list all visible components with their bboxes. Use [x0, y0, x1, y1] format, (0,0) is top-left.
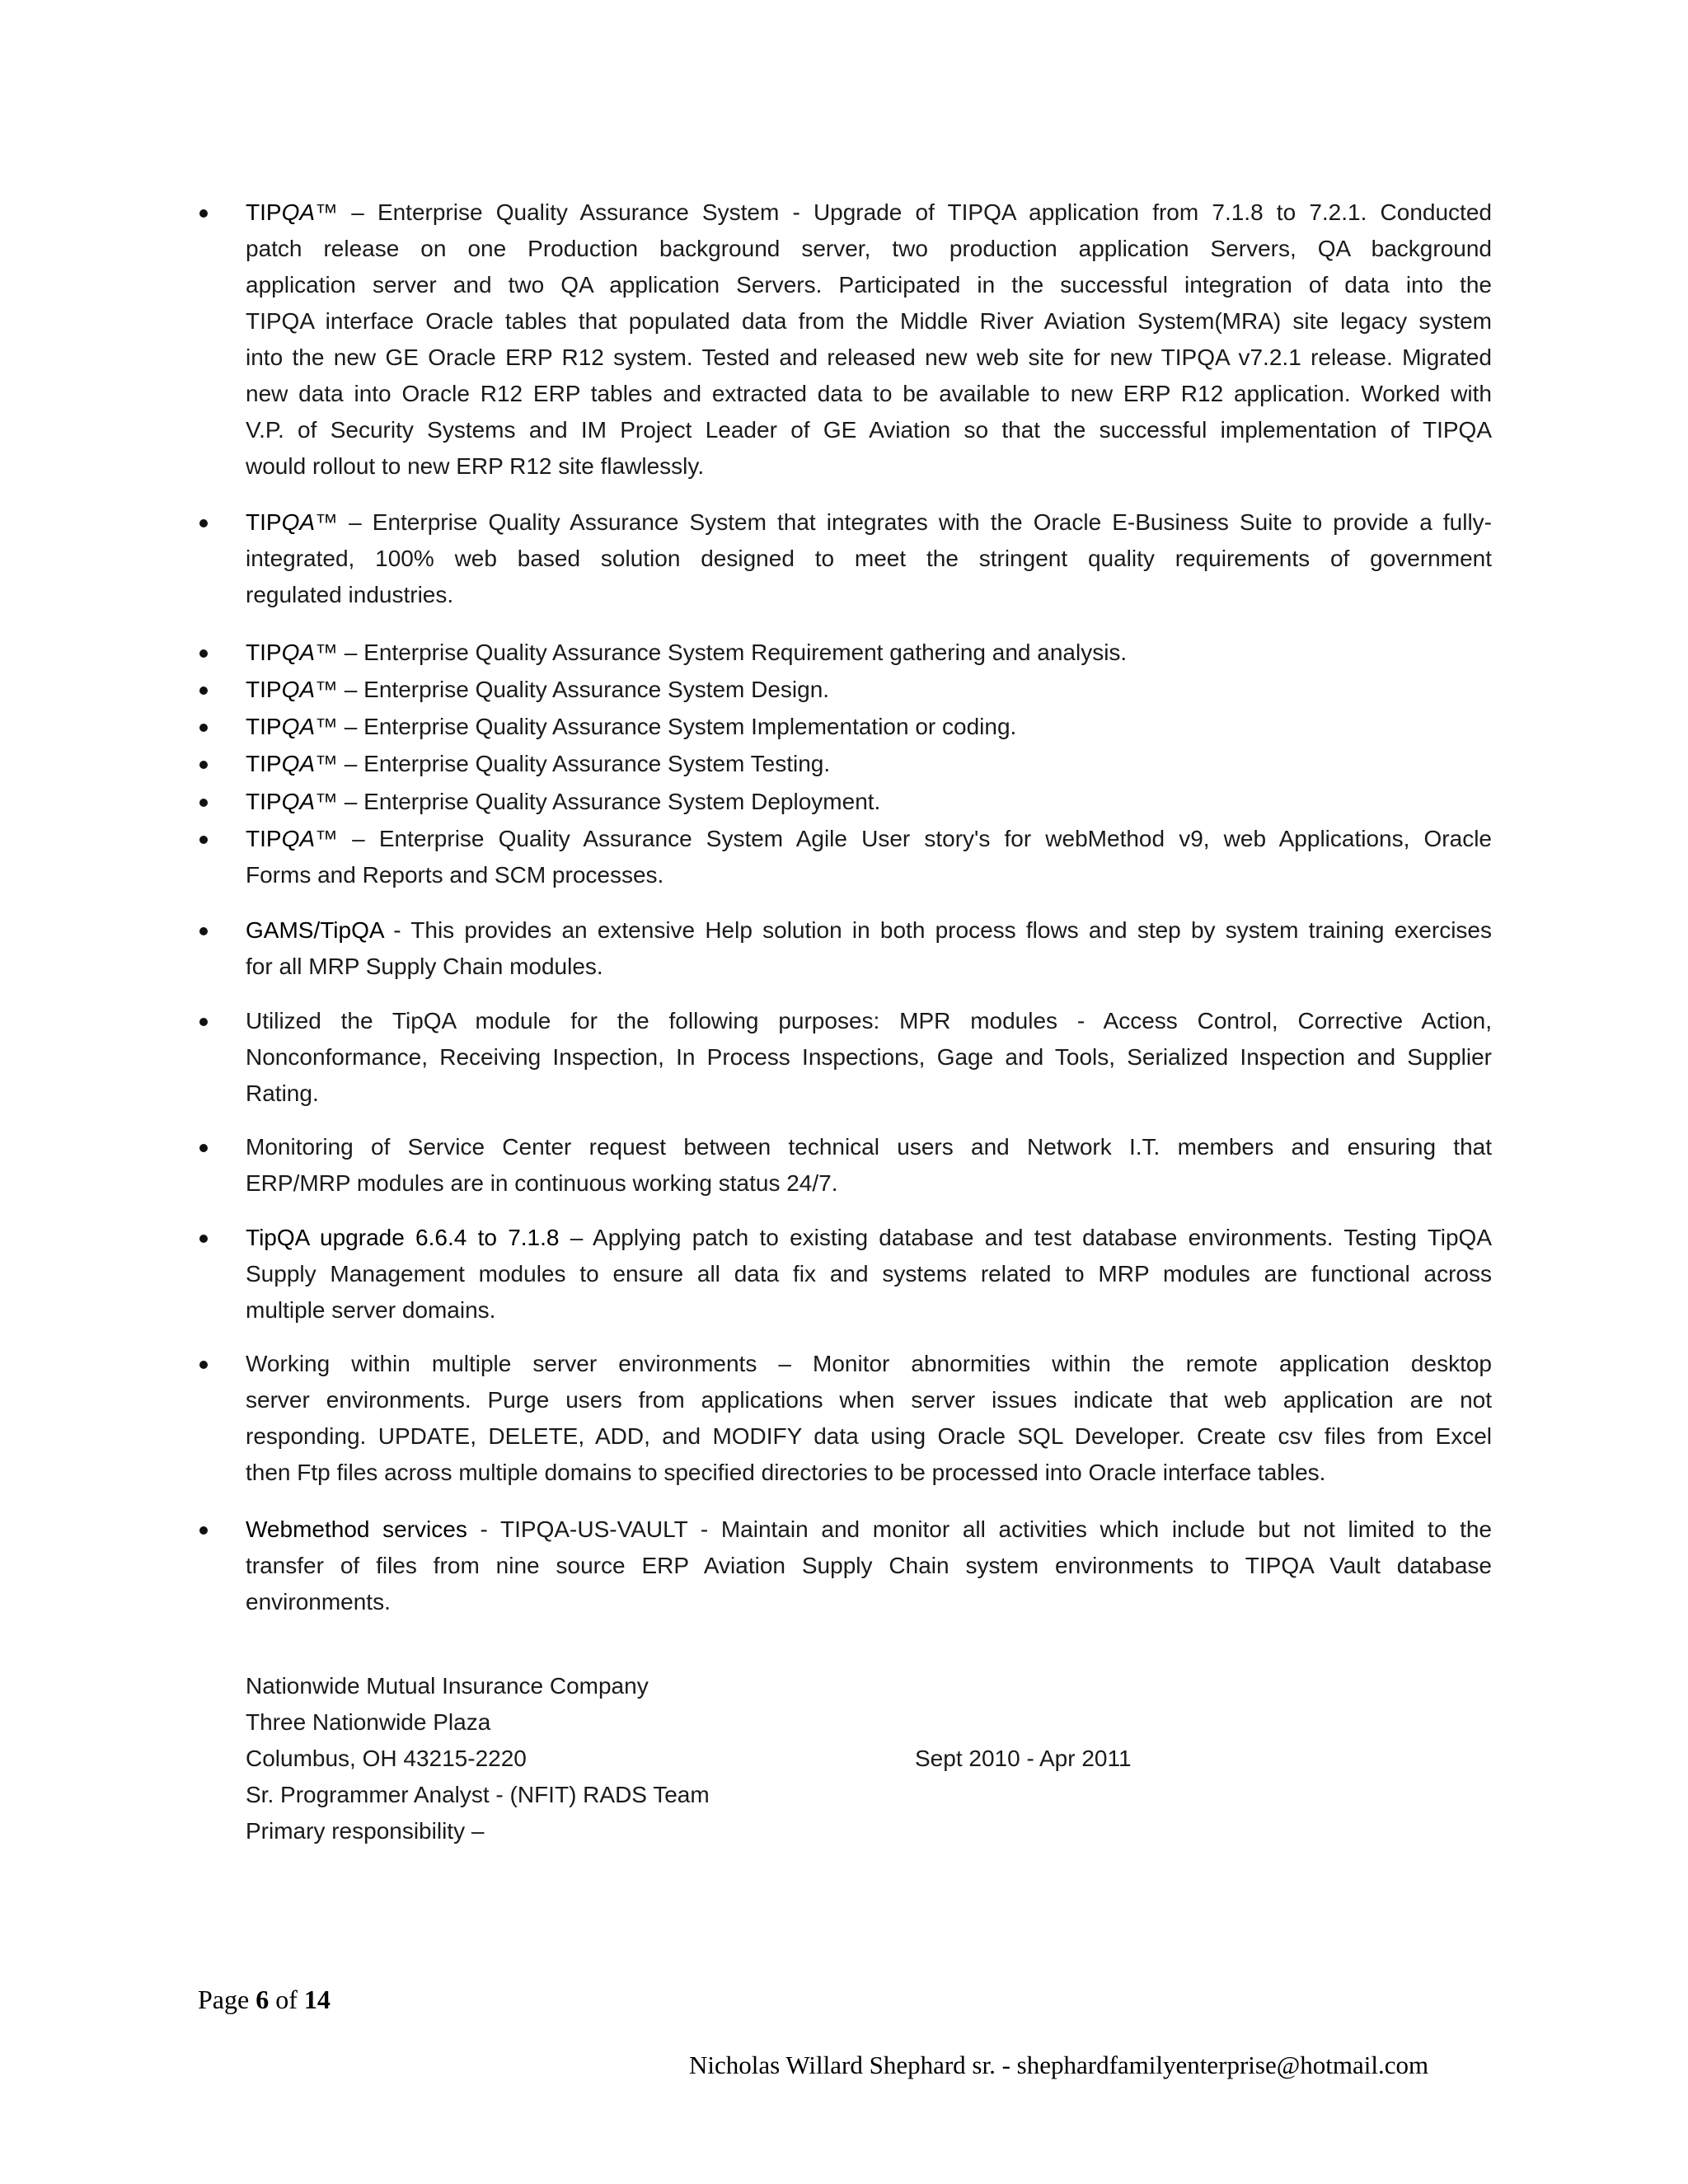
bullet-lead: TIP: [246, 199, 282, 225]
bullet-item: [246, 194, 1492, 485]
bullet-line: [246, 412, 1492, 448]
bullet-text: Enterprise Quality Assurance System Design.: [363, 677, 830, 702]
bullet-line: [246, 821, 1492, 857]
primary-responsibility: Primary responsibility –: [246, 1818, 485, 1844]
bullet-line: [246, 1165, 1492, 1202]
bullet-text: Utilized the TipQA module for the following purposes: MPR modules - Access Control, Corrective Action,: [246, 1008, 1492, 1033]
bullet-text: Enterprise Quality Assurance System that integrates with the Oracle E-Business Suite to provide a fully-: [372, 509, 1492, 535]
bullet-item: [246, 635, 1492, 671]
bullet-line: [246, 784, 1492, 820]
bullet-text: environments.: [246, 1589, 391, 1615]
bullet-lead-italic: QA: [281, 789, 316, 814]
job-title: Sr. Programmer Analyst - (NFIT) RADS Team: [246, 1782, 710, 1807]
bullet-lead: TIP: [246, 789, 282, 814]
bullet-text: would rollout to new ERP R12 site flawlessly.: [246, 453, 705, 479]
bullet-text: then Ftp files across multiple domains to specified directories to be processed into Oracle interface tables.: [246, 1460, 1326, 1485]
bullet-text: for all MRP Supply Chain modules.: [246, 954, 603, 979]
bullet-text: Enterprise Quality Assurance System Testing.: [363, 751, 831, 776]
bullet-dot: [199, 1144, 208, 1152]
bullet-line: [246, 1418, 1492, 1455]
bullet-lead-italic: QA: [281, 199, 316, 225]
bullet-text: V.P. of Security Systems and IM Project Leader of GE Aviation so that the successful implementation of TIPQA: [246, 417, 1492, 443]
bullet-item: [246, 1003, 1492, 1112]
bullet-dot: [199, 836, 208, 844]
company-address-line2: [246, 1741, 1317, 1777]
bullet-lead-suffix: ™ –: [315, 789, 364, 814]
bullet-dot: [199, 209, 208, 218]
bullet-lead-suffix: ™ –: [315, 199, 377, 225]
bullet-item: [246, 821, 1492, 893]
employment-dates: Sept 2010 - Apr 2011: [915, 1746, 1132, 1771]
bullet-item: [246, 746, 1492, 782]
bullet-lead: TIP: [246, 509, 282, 535]
bullet-text: Enterprise Quality Assurance System Implementation or coding.: [363, 714, 1017, 739]
bullet-item: [246, 672, 1492, 708]
page-current: 6: [256, 1985, 270, 2014]
bullet-item: [246, 709, 1492, 745]
bullet-text: TIPQA-US-VAULT - Maintain and monitor all activities which include but not limited to the: [500, 1516, 1492, 1542]
bullet-line: [246, 194, 1492, 231]
bullet-line: [246, 303, 1492, 340]
bullet-text: Supply Management modules to ensure all data fix and systems related to MRP modules are functional across: [246, 1261, 1492, 1286]
bullet-lead-italic: QA: [281, 509, 316, 535]
bullet-text: new data into Oracle R12 ERP tables and extracted data to be available to new ERP R12 application. Worked with: [246, 381, 1492, 406]
bullet-lead-suffix: ™ –: [315, 751, 364, 776]
bullet-dot: [199, 1235, 208, 1243]
bullet-dot: [199, 649, 208, 658]
bullet-line: [246, 1129, 1492, 1165]
company-name: Nationwide Mutual Insurance Company: [246, 1673, 649, 1699]
bullet-lead-italic: QA: [281, 640, 316, 665]
bullet-lead-suffix: -: [383, 917, 411, 943]
bullet-lead-suffix: ™ –: [315, 826, 379, 851]
bullet-text: patch release on one Production background server, two production application Servers, QA background: [246, 236, 1492, 261]
bullet-item: [246, 1129, 1492, 1202]
bullet-dot: [199, 1018, 208, 1026]
bullet-text: Applying patch to existing database and test database environments. Testing TipQA: [593, 1225, 1492, 1250]
bullet-text: TIPQA interface Oracle tables that populated data from the Middle River Aviation System(MRA) site legacy system: [246, 308, 1492, 334]
bullet-text: Rating.: [246, 1080, 319, 1106]
bullet-item: [246, 784, 1492, 820]
bullet-lead-italic: QA: [281, 677, 316, 702]
bullet-lead: TIP: [246, 751, 282, 776]
bullet-lead: Webmethod services: [246, 1516, 467, 1542]
bullet-lead-suffix: ™ –: [315, 509, 373, 535]
bullet-text: Nonconformance, Receiving Inspection, In Process Inspections, Gage and Tools, Serialized Inspection and Supplier: [246, 1044, 1492, 1070]
bullet-item: [246, 1220, 1492, 1329]
bullet-text: application server and two QA application Servers. Participated in the successful integration of data into the: [246, 272, 1492, 298]
bullet-text: Enterprise Quality Assurance System Requirement gathering and analysis.: [363, 640, 1128, 665]
bullet-lead-suffix: -: [467, 1516, 501, 1542]
bullet-line: [246, 1548, 1492, 1584]
bullet-line: [246, 1346, 1492, 1382]
bullet-text: Monitoring of Service Center request between technical users and Network I.T. members and ensuring that: [246, 1134, 1492, 1160]
bullet-item: [246, 504, 1492, 613]
page-number: [198, 1981, 331, 2018]
bullet-line: [246, 267, 1492, 303]
bullet-text: responding. UPDATE, DELETE, ADD, and MODIFY data using Oracle SQL Developer. Create csv files from Excel: [246, 1423, 1492, 1449]
bullet-dot: [199, 1361, 208, 1369]
bullet-text: multiple server domains.: [246, 1297, 496, 1323]
bullet-lead-italic: QA: [281, 751, 316, 776]
bullet-lead: TIP: [246, 826, 282, 851]
bullet-line: [246, 340, 1492, 376]
bullet-item: [246, 1511, 1492, 1620]
bullet-text: server environments. Purge users from applications when server issues indicate that web application are not: [246, 1387, 1492, 1413]
bullet-lead-suffix: ™ –: [315, 714, 364, 739]
bullet-line: [246, 635, 1492, 671]
bullet-lead: GAMS/TipQA: [246, 917, 384, 943]
bullet-dot: [199, 1526, 208, 1535]
bullet-lead: TIP: [246, 640, 282, 665]
bullet-line: [246, 746, 1492, 782]
bullet-dot: [199, 799, 208, 807]
bullet-line: [246, 857, 1492, 893]
bullet-line: [246, 1292, 1492, 1329]
bullet-text: Forms and Reports and SCM processes.: [246, 862, 664, 888]
employer-block: [246, 1668, 1317, 1849]
bullet-item: [246, 912, 1492, 985]
bullet-line: [246, 1455, 1492, 1491]
page-prefix: Page: [198, 1985, 256, 2014]
bullet-lead: TipQA upgrade 6.6.4 to 7.1.8: [246, 1225, 560, 1250]
bullet-lead-suffix: –: [559, 1225, 593, 1250]
bullet-lead: TIP: [246, 714, 282, 739]
bullet-text: integrated, 100% web based solution designed to meet the stringent quality requirements of government: [246, 546, 1492, 571]
company-address-line1: Three Nationwide Plaza: [246, 1709, 491, 1735]
bullet-text: regulated industries.: [246, 582, 454, 607]
bullet-dot: [199, 724, 208, 732]
bullet-dot: [199, 687, 208, 695]
bullet-text: Enterprise Quality Assurance System - Upgrade of TIPQA application from 7.1.8 to 7.2.1. Conducted: [377, 199, 1492, 225]
bullet-text: into the new GE Oracle ERP R12 system. Tested and released new web site for new TIPQA v7.2.1 release. Migrated: [246, 344, 1492, 370]
bullet-text: Enterprise Quality Assurance System Deployment.: [363, 789, 881, 814]
bullet-line: [246, 577, 1492, 613]
bullet-line: [246, 541, 1492, 577]
footer-author-contact: Nicholas Willard Shephard sr. - shephardfamilyenterprise@hotmail.com: [689, 2050, 1429, 2079]
bullet-line: [246, 949, 1492, 985]
bullet-line: [246, 1511, 1492, 1548]
bullet-text: This provides an extensive Help solution in both process flows and step by system training exercises: [410, 917, 1492, 943]
bullet-lead-italic: QA: [281, 714, 316, 739]
bullet-dot: [199, 761, 208, 769]
bullet-dot: [199, 927, 208, 935]
bullet-text: transfer of files from nine source ERP Aviation Supply Chain system environments to TIPQA Vault database: [246, 1553, 1492, 1578]
bullet-text: Working within multiple server environments – Monitor abnormities within the remote application desktop: [246, 1351, 1492, 1376]
bullet-line: [246, 231, 1492, 267]
bullet-line: [246, 1584, 1492, 1620]
page-of: of: [269, 1985, 304, 2014]
company-city: Columbus, OH 43215-2220: [246, 1746, 527, 1771]
bullet-dot: [199, 519, 208, 527]
bullet-line: [246, 1039, 1492, 1076]
bullet-lead-suffix: ™ –: [315, 640, 364, 665]
bullet-text: Enterprise Quality Assurance System Agile User story's for webMethod v9, web Applications, Oracle: [378, 826, 1492, 851]
bullet-line: [246, 1256, 1492, 1292]
bullet-line: [246, 672, 1492, 708]
bullet-line: [246, 1220, 1492, 1256]
bullet-line: [246, 1076, 1492, 1112]
bullet-line: [246, 1382, 1492, 1418]
bullet-lead-suffix: ™ –: [315, 677, 364, 702]
bullet-line: [246, 1003, 1492, 1039]
bullet-item: [246, 1346, 1492, 1491]
bullet-text: ERP/MRP modules are in continuous working status 24/7.: [246, 1170, 838, 1196]
bullet-lead-italic: QA: [281, 826, 316, 851]
bullet-line: [246, 448, 1492, 485]
bullet-line: [246, 709, 1492, 745]
bullet-line: [246, 376, 1492, 412]
bullet-line: [246, 912, 1492, 949]
bullet-line: [246, 504, 1492, 541]
page-total: 14: [303, 1985, 331, 2014]
bullet-lead: TIP: [246, 677, 282, 702]
